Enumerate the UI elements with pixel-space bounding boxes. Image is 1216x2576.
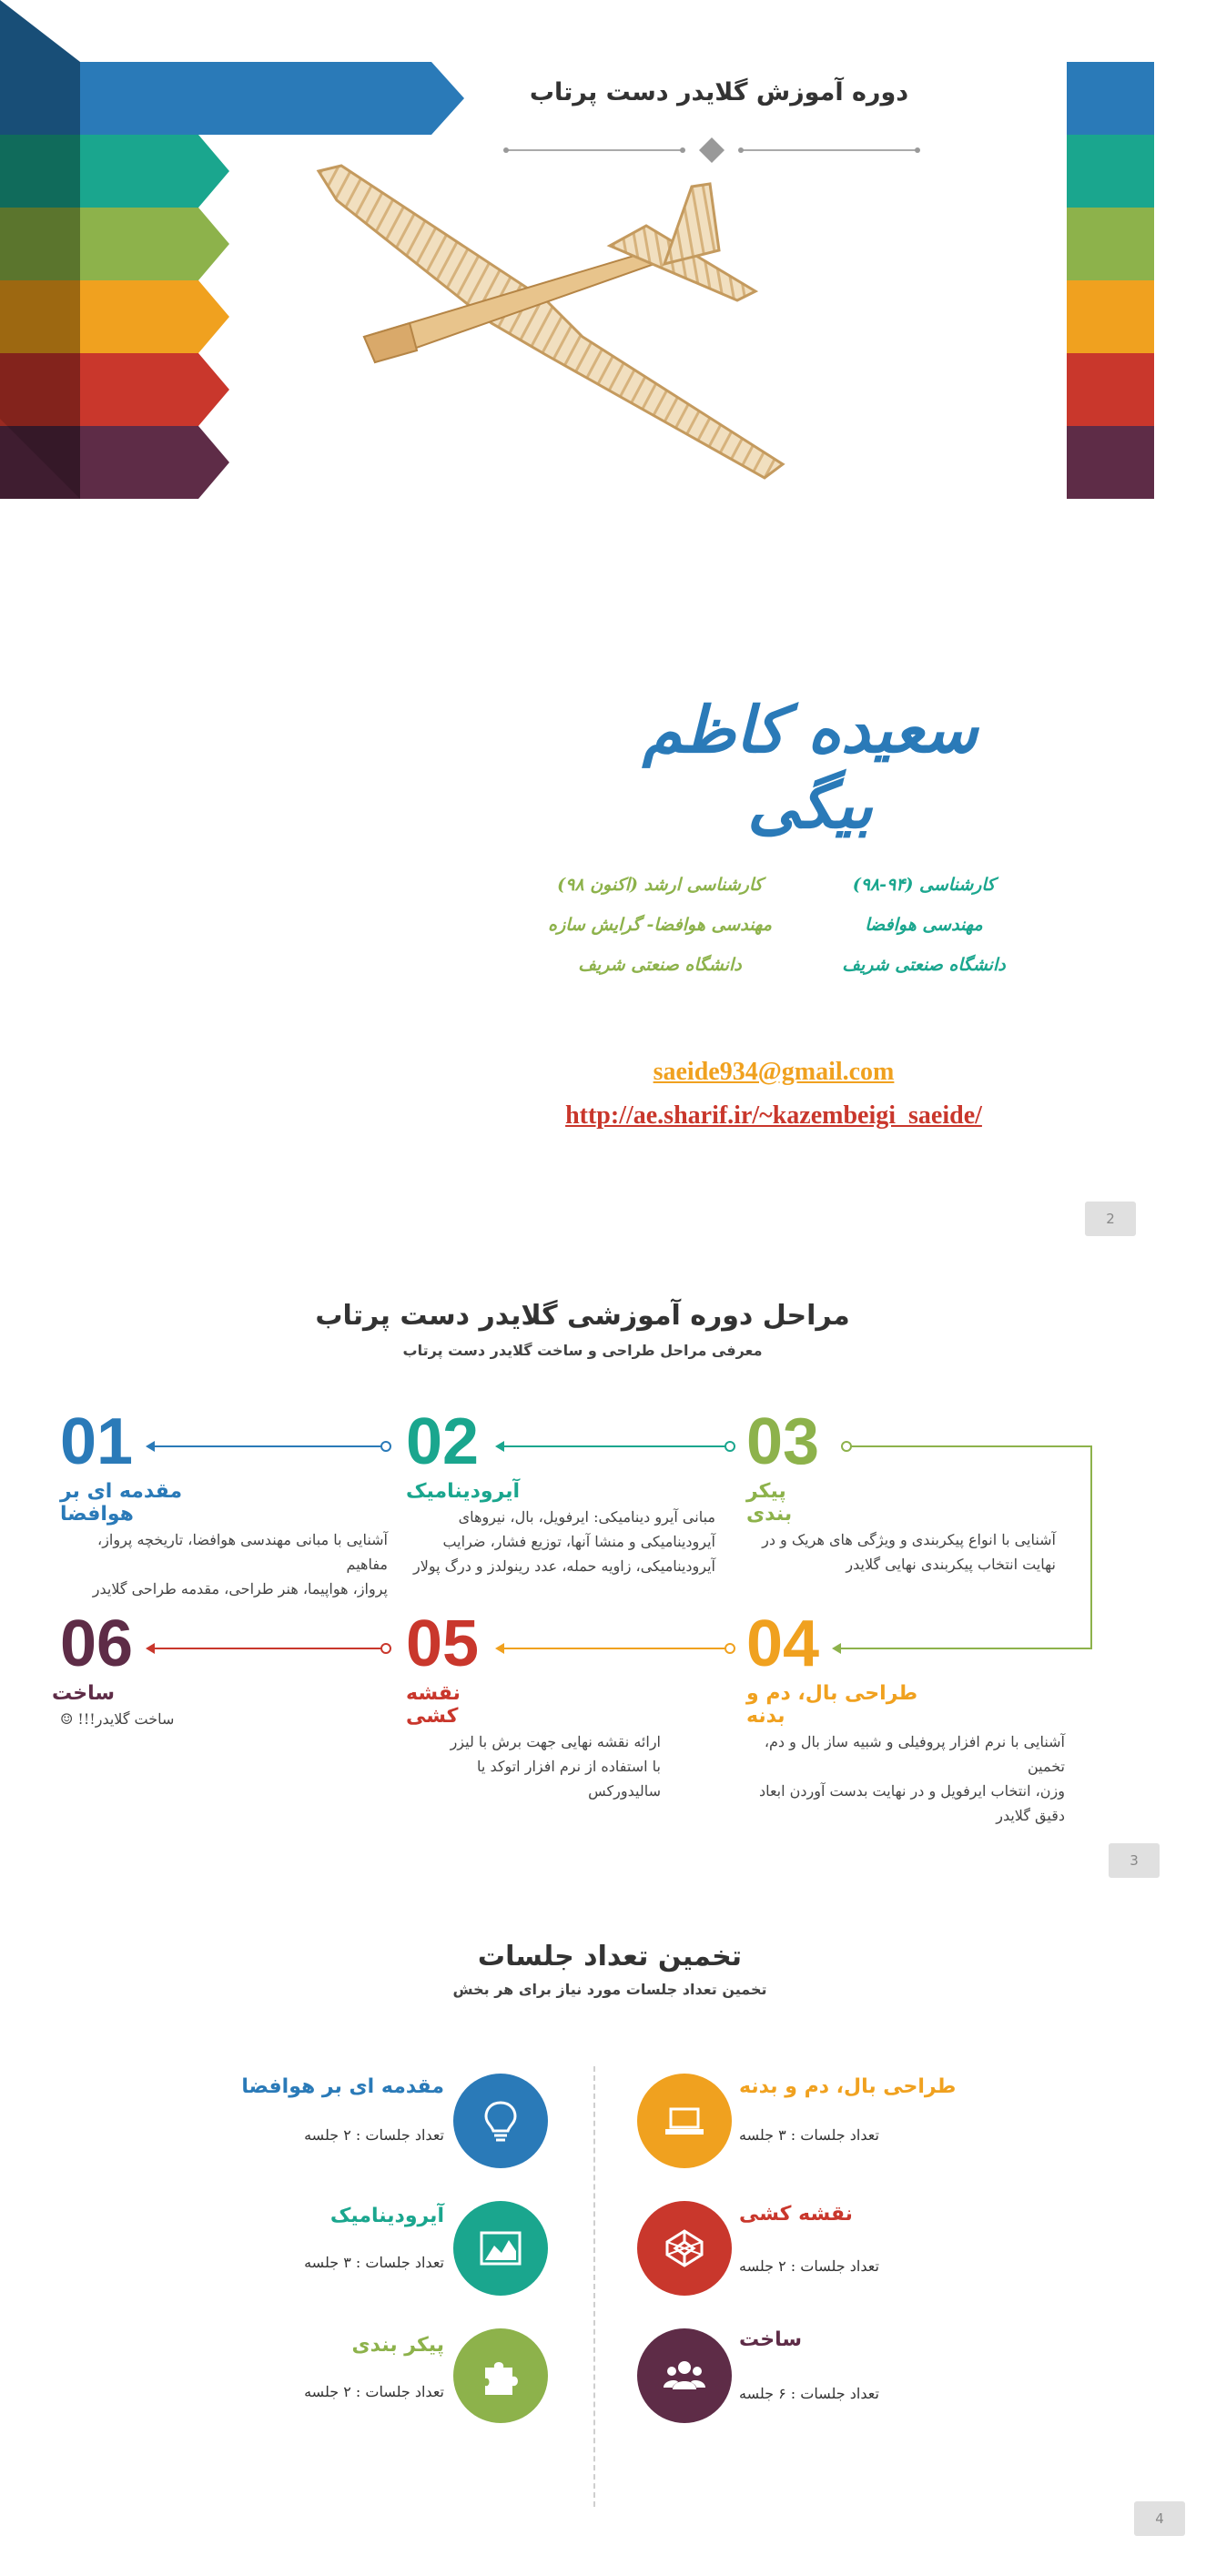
desc-line: دقیق گلایدر xyxy=(996,1807,1065,1824)
step-number: 02 xyxy=(406,1405,480,1478)
bachelors-degree: کارشناسی (۹۴-۹۸) xyxy=(852,875,996,895)
item-circle xyxy=(637,2328,732,2423)
right-bar-teal xyxy=(1067,135,1154,208)
page-number: 4 xyxy=(1134,2501,1185,2536)
bachelors-university: دانشگاه صنعتی شریف xyxy=(842,955,1006,975)
ribbon-arrow-red xyxy=(80,353,229,426)
ribbon-arrow-orange xyxy=(80,280,229,353)
right-bar-blue xyxy=(1067,62,1154,135)
step-description xyxy=(406,1505,715,1578)
item-sessions: تعداد جلسات : ۶ جلسه xyxy=(739,2385,879,2402)
step-number: 05 xyxy=(406,1607,480,1680)
item-title: نقشه کشی xyxy=(739,2203,853,2226)
sessions-subtitle: تخمین تعداد جلسات مورد نیاز برای هر بخش xyxy=(452,1981,767,1998)
desc-line: آشنایی با انواع پیکربندی و ویژگی های هریک و در xyxy=(762,1531,1056,1548)
item-circle xyxy=(453,2328,548,2423)
steps-subtitle: معرفی مراحل طراحی و ساخت گلایدر دست پرتاب xyxy=(402,1342,763,1359)
page-number: 2 xyxy=(1085,1202,1136,1236)
slide-instructor xyxy=(0,510,1216,1247)
laptop-icon xyxy=(662,2098,707,2144)
desc-line: آشنایی با مبانی مهندسی هوافضا، تاریخچه پرواز، مفاهیم xyxy=(97,1531,388,1573)
homepage-link[interactable]: http://ae.sharif.ir/~kazembeigi_saeide/ xyxy=(565,1101,982,1130)
item-sessions: تعداد جلسات : ۲ جلسه xyxy=(304,2383,444,2400)
step-title: مقدمه ای بر هوافضا xyxy=(60,1480,183,1526)
desc-line: ارائه نقشه نهایی جهت برش با لیزر xyxy=(450,1733,661,1750)
connector-dot-03 xyxy=(725,1441,735,1452)
glider-image xyxy=(309,164,792,492)
steps-title: مراحل دوره آموزشی گلایدر دست پرتاب xyxy=(315,1300,850,1332)
masters-info xyxy=(546,865,774,985)
step-description xyxy=(746,1729,1065,1828)
masters-university: دانشگاه صنعتی شریف xyxy=(578,955,742,975)
item-sessions: تعداد جلسات : ۲ جلسه xyxy=(304,2126,444,2144)
item-sessions: تعداد جلسات : ۳ جلسه xyxy=(739,2126,879,2144)
masters-degree: کارشناسی ارشد (اکنون ۹۸) xyxy=(557,875,763,895)
slide-sessions xyxy=(0,1912,1216,2576)
right-bar-orange xyxy=(1067,280,1154,353)
desc-line: نهایت انتخاب پیکربندی نهایی گلایدر xyxy=(846,1556,1056,1573)
center-divider xyxy=(593,2066,595,2507)
slide-course-steps xyxy=(0,1247,1216,1912)
item-title: طراحی بال، دم و بدنه xyxy=(739,2075,957,2098)
step-title: پیکر بندی xyxy=(746,1480,793,1526)
step-number: 01 xyxy=(60,1405,134,1478)
step-description xyxy=(746,1527,1056,1577)
desc-line: با استفاده از نرم افزار اتوکد یا سالیدورکس xyxy=(477,1758,661,1800)
slide-title-text: دوره آموزش گلایدر دست پرتاب xyxy=(529,78,909,106)
slide-title xyxy=(0,0,1216,510)
right-bar-green xyxy=(1067,208,1154,280)
desc-line: آیرودینامیکی، زاویه حمله، عدد رینولدز و درگ پولار xyxy=(413,1557,715,1575)
desc-line: آشنایی با نرم افزار پروفیلی و شبیه ساز بال و دم، تخمین xyxy=(764,1733,1065,1775)
connector-03-loop-side xyxy=(1090,1445,1092,1648)
email-link[interactable]: saeide934@gmail.com xyxy=(653,1058,895,1086)
puzzle-icon xyxy=(478,2353,523,2399)
step-title: طراحی بال، دم و بدنه xyxy=(746,1682,918,1728)
step-number: 03 xyxy=(746,1405,820,1478)
users-icon xyxy=(662,2353,707,2399)
step-number: 04 xyxy=(746,1607,820,1680)
connector-dot-04 xyxy=(725,1643,735,1654)
item-title: پیکر بندی xyxy=(351,2334,444,2357)
desc-line: وزن، انتخاب ایرفویل و در نهایت بدست آوردن ابعاد xyxy=(758,1782,1065,1800)
page-number: 3 xyxy=(1109,1843,1160,1878)
item-sessions: تعداد جلسات : ۲ جلسه xyxy=(739,2257,879,2275)
title-divider xyxy=(502,137,921,164)
step-number: 06 xyxy=(60,1607,134,1680)
right-bar-red xyxy=(1067,353,1154,426)
step-title: ساخت xyxy=(51,1682,115,1705)
codepen-icon xyxy=(662,2226,707,2271)
sessions-title: تخمین تعداد جلسات xyxy=(477,1941,743,1973)
desc-line: پرواز، هواپیما، هنر طراحی، مقدمه طراحی گلایدر xyxy=(92,1580,388,1597)
area-chart-icon xyxy=(478,2226,523,2271)
step-description xyxy=(60,1527,388,1601)
instructor-name: سعیده کاظم بیگی xyxy=(642,692,978,843)
masters-field: مهندسی هوافضا- گرایش سازه xyxy=(548,915,772,935)
step-02 xyxy=(406,1405,715,1578)
step-03 xyxy=(746,1405,1056,1577)
step-05 xyxy=(406,1607,679,1803)
step-description xyxy=(406,1729,661,1803)
item-title: ساخت xyxy=(739,2328,803,2351)
step-04 xyxy=(746,1607,1065,1828)
item-title: آیرودینامیک xyxy=(329,2205,444,2227)
bachelors-info xyxy=(819,865,1029,985)
step-description xyxy=(60,1707,187,1731)
item-circle xyxy=(453,2074,548,2168)
ribbon-arrow-green xyxy=(80,208,229,280)
item-sessions: تعداد جلسات : ۳ جلسه xyxy=(304,2254,444,2271)
step-title: آیرودینامیک xyxy=(406,1480,521,1503)
desc-line: آیرودینامیکی و منشا آنها، توزیع فشار، ضرایب xyxy=(442,1533,715,1550)
ribbon-shadow xyxy=(0,0,80,499)
step-06 xyxy=(51,1607,333,1731)
lightbulb-icon xyxy=(478,2098,523,2144)
step-title: نقشه کشی xyxy=(406,1682,461,1728)
ribbon-arrow-purple xyxy=(80,426,229,499)
bachelors-field: مهندسی هوافضا xyxy=(865,915,983,935)
item-circle xyxy=(637,2201,732,2296)
item-title: مقدمه ای بر هوافضا xyxy=(241,2075,444,2098)
item-circle xyxy=(453,2201,548,2296)
desc-line: ساخت گلایدر!!! ☺ xyxy=(60,1710,175,1728)
connector-dot-05 xyxy=(380,1643,391,1654)
ribbon-arrow-blue xyxy=(80,62,464,135)
desc-line: مبانی آیرو دینامیکی: ایرفویل، بال، نیروهای xyxy=(458,1508,715,1526)
ribbon-arrow-teal xyxy=(80,135,229,208)
right-bar-purple xyxy=(1067,426,1154,499)
item-circle xyxy=(637,2074,732,2168)
step-01 xyxy=(60,1405,388,1601)
